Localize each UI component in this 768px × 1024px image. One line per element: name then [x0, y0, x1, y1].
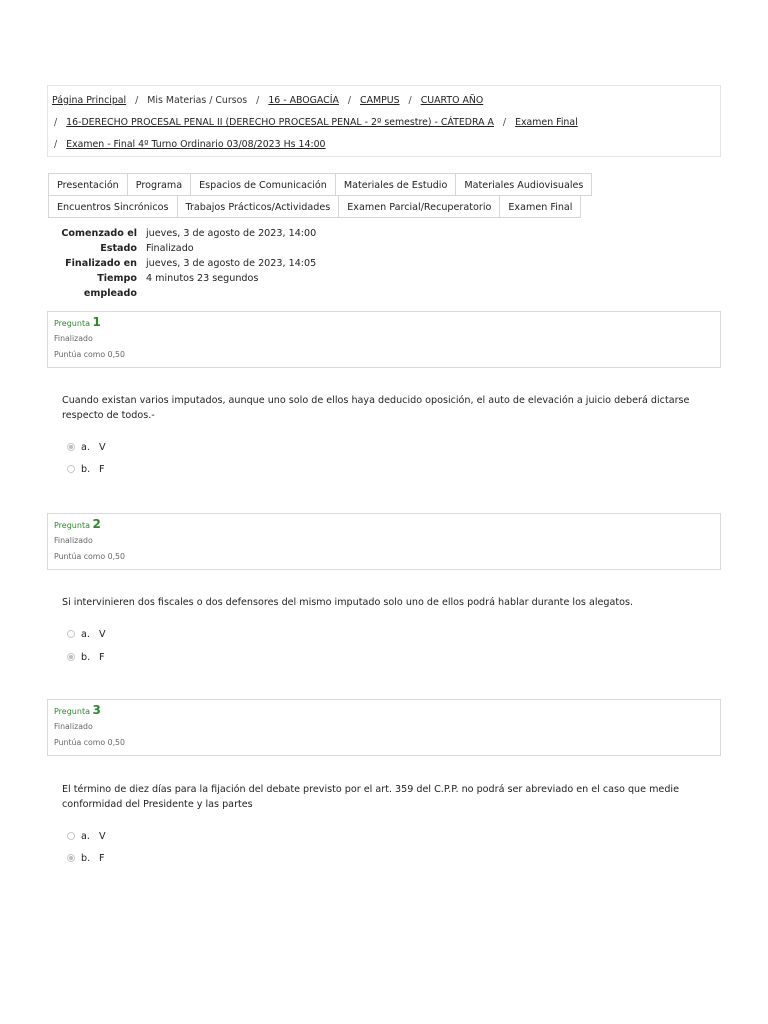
- finished-label: Finalizado en: [65, 258, 137, 269]
- attempt-summary: [48, 226, 316, 301]
- started-label: Comenzado el: [61, 228, 137, 239]
- question-label: Pregunta: [54, 319, 90, 328]
- question-number-2: [54, 517, 714, 533]
- answer-letter: a.: [81, 628, 90, 640]
- question-number-3: [54, 703, 714, 719]
- radio-button[interactable]: [67, 465, 75, 473]
- finished-value: jueves, 3 de agosto de 2023, 14:05: [146, 258, 317, 269]
- breadcrumb-examen-link[interactable]: Examen - Final 4º Turno Ordinario 03/08/2023 Hs 14:00: [66, 139, 326, 150]
- tab-row: [48, 173, 648, 196]
- time-label-line1: Tiempo: [97, 273, 137, 284]
- answer-text: F: [99, 463, 105, 475]
- answer-2a[interactable]: [67, 627, 106, 641]
- tab-espacios-comunicacion[interactable]: Espacios de Comunicación: [190, 173, 336, 196]
- breadcrumb-home-link[interactable]: Página Principal: [52, 95, 127, 106]
- question-grade-1: Puntúa como 0,50: [54, 350, 125, 359]
- started-value: jueves, 3 de agosto de 2023, 14:00: [146, 228, 317, 239]
- answer-letter: b.: [81, 463, 91, 475]
- radio-button[interactable]: [67, 443, 75, 451]
- answer-1b[interactable]: [67, 462, 105, 476]
- breadcrumb-campus-link[interactable]: CAMPUS: [360, 95, 400, 106]
- answer-text: V: [99, 830, 106, 842]
- breadcrumb-separator: /: [256, 95, 260, 106]
- breadcrumb-separator: /: [54, 117, 58, 128]
- radio-button[interactable]: [67, 832, 75, 840]
- question-info-1: [47, 311, 721, 368]
- breadcrumb-separator: /: [54, 139, 58, 150]
- question-number-value: 1: [92, 315, 101, 329]
- tab-presentacion[interactable]: Presentación: [48, 173, 128, 196]
- tab-examen-parcial[interactable]: Examen Parcial/Recuperatorio: [338, 195, 500, 218]
- state-value: Finalizado: [146, 243, 194, 254]
- question-number-value: 2: [92, 517, 101, 531]
- question-text-2: Si intervinieren dos fiscales o dos defensores del mismo imputado solo uno de ellos podrá hablar durante los alegatos.: [62, 597, 634, 608]
- question-text-3: El término de diez días para la fijación del debate previsto por el art. 359 del C.P.P. no podrá ser abreviado en el caso que medie conformidad del Presidente y las partes: [62, 784, 679, 810]
- state-label: Estado: [100, 243, 137, 254]
- radio-button[interactable]: [67, 653, 75, 661]
- answer-text: V: [99, 441, 106, 453]
- course-tabs: [48, 173, 648, 218]
- answer-text: F: [99, 651, 105, 663]
- question-state-3: Finalizado: [54, 722, 93, 731]
- breadcrumb: [47, 85, 721, 157]
- question-state-2: Finalizado: [54, 536, 93, 545]
- breadcrumb-mis-materias: Mis Materias / Cursos: [147, 95, 248, 106]
- time-value: 4 minutos 23 segundos: [146, 273, 259, 284]
- breadcrumb-separator: /: [502, 117, 507, 128]
- answer-text: V: [99, 628, 106, 640]
- tab-row: [48, 195, 648, 218]
- answer-1a[interactable]: [67, 440, 106, 454]
- answer-2b[interactable]: [67, 650, 105, 664]
- answer-letter: b.: [81, 651, 91, 663]
- radio-button[interactable]: [67, 854, 75, 862]
- time-label-line2: empleado: [83, 288, 137, 299]
- question-label: Pregunta: [54, 521, 90, 530]
- answer-letter: b.: [81, 852, 91, 864]
- tab-materiales-estudio[interactable]: Materiales de Estudio: [335, 173, 457, 196]
- question-number-value: 3: [92, 703, 101, 717]
- radio-button[interactable]: [67, 630, 75, 638]
- question-number-1: [54, 315, 714, 331]
- question-label: Pregunta: [54, 707, 90, 716]
- question-grade-3: Puntúa como 0,50: [54, 738, 125, 747]
- breadcrumb-separator: /: [408, 95, 412, 106]
- breadcrumb-anio-link[interactable]: CUARTO AÑO: [420, 95, 484, 106]
- question-info-2: [47, 513, 721, 570]
- tab-materiales-audiovisuales[interactable]: Materiales Audiovisuales: [455, 173, 592, 196]
- breadcrumb-seccion-link[interactable]: Examen Final: [515, 117, 578, 128]
- breadcrumb-separator: /: [135, 95, 139, 106]
- answer-3b[interactable]: [67, 851, 105, 865]
- question-text-1: Cuando existan varios imputados, aunque uno solo de ellos haya deducido oposición, el auto de elevación a juicio deberá dictarse respecto de todos.-: [62, 395, 690, 421]
- answer-3a[interactable]: [67, 829, 106, 843]
- breadcrumb-materia-link[interactable]: 16-DERECHO PROCESAL PENAL II (DERECHO PROCESAL PENAL - 2º semestre) - CÁTEDRA A: [66, 117, 494, 128]
- question-info-3: [47, 699, 721, 756]
- tab-encuentros-sincronicos[interactable]: Encuentros Sincrónicos: [48, 195, 178, 218]
- question-state-1: Finalizado: [54, 334, 93, 343]
- breadcrumb-separator: /: [347, 95, 352, 106]
- tab-trabajos-practicos[interactable]: Trabajos Prácticos/Actividades: [177, 195, 340, 218]
- question-grade-2: Puntúa como 0,50: [54, 552, 125, 561]
- answer-text: F: [99, 852, 105, 864]
- tab-examen-final[interactable]: Examen Final: [499, 195, 581, 218]
- time-label: [48, 271, 146, 301]
- breadcrumb-carrera-link[interactable]: 16 - ABOGACÍA: [268, 95, 339, 106]
- answer-letter: a.: [81, 441, 90, 453]
- tab-programa[interactable]: Programa: [127, 173, 191, 196]
- answer-letter: a.: [81, 830, 90, 842]
